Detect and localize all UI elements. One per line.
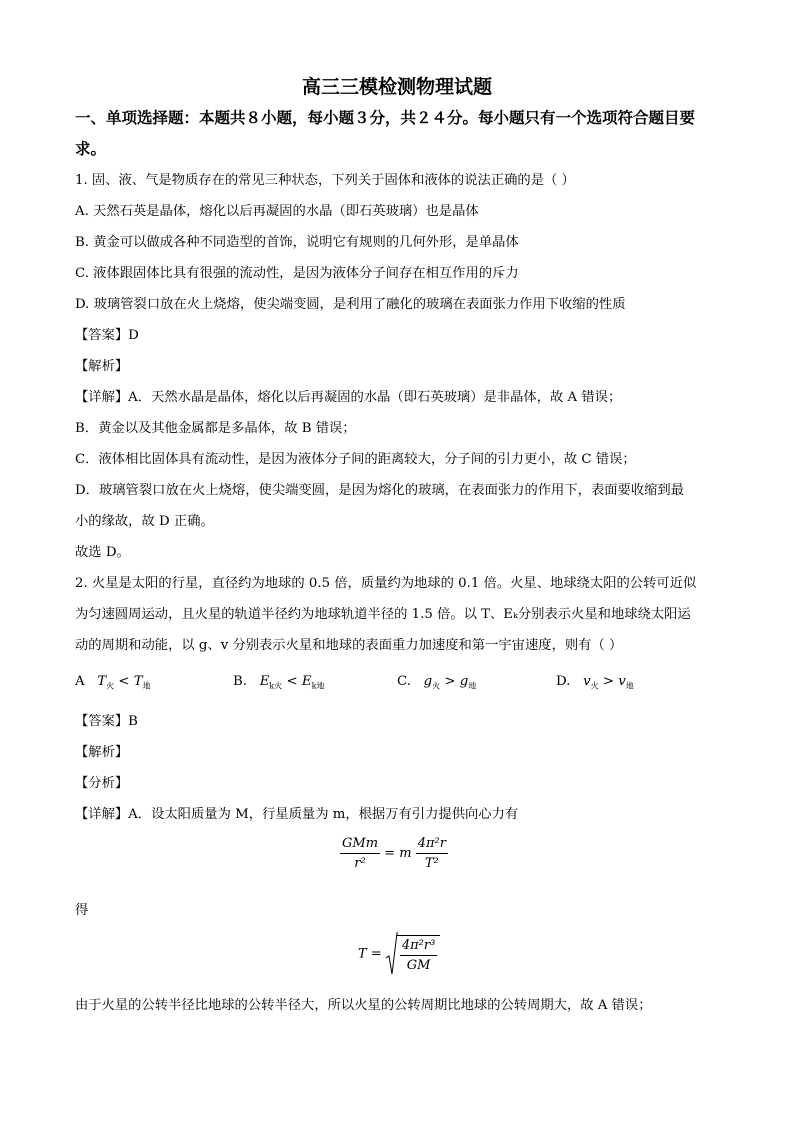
q1-detail-line: B．黄金以及其他金属都是多晶体，故 B 错误； [75, 421, 356, 436]
q1-option-c: C. 液体跟固体比具有很强的流动性，是因为液体分子间存在相互作用的斥力 [75, 266, 519, 281]
q2-option-d: D. $v_火 > v_地$ [556, 674, 634, 691]
q2-de: 得 [75, 903, 89, 918]
q2-conclusion: 由于火星的公转半径比地球的公转半径大，所以火星的公转周期比地球的公转周期大，故 A 错误； [75, 998, 652, 1013]
q1-detail-line: C．液体相比固体具有流动性，是因为液体分子间的距离较大，分子间的引力更小，故 C 错误； [75, 452, 636, 467]
q2-option-c: C. $g_火 > g_地$ [397, 674, 477, 691]
q2-detail-line: 【详解】A．设太阳质量为 M，行星质量为 m，根据万有引力提供向心力有 [75, 807, 519, 822]
formula-period: T = $\frac{\text{4π²r³}}{GM}$ [358, 932, 440, 976]
q2-answer: 【答案】B [75, 714, 138, 729]
formula-fraction: $\frac{\text{4π²r}}{\text{T²}}$ [417, 836, 446, 871]
q1-detail-line: D．玻璃管裂口放在火上烧熔，使尖端变圆，是因为熔化的玻璃，在表面张力的作用下，表面要收缩到最 [75, 483, 685, 498]
q1-stem: 1. 固、液、气是物质存在的常见三种状态，下列关于固体和液体的说法正确的是（ ） [75, 173, 575, 188]
page-title: 高三三模检测物理试题 [301, 76, 492, 98]
formula-fraction: $\frac{\text{GMm}}{\text{r²}}$ [342, 836, 379, 871]
section-heading-line2: 求。 [75, 140, 107, 158]
q2-option-b: B. $E_{k火} < E_{k地}$ [233, 674, 325, 691]
q2-fenxi-label: 【分析】 [75, 776, 129, 791]
formula-gravitation: $\frac{\text{GMm}}{\text{r²}}$ = m $\frac{\text{4π²r}}{\text{T²}}$ [342, 836, 446, 871]
q2-stem-line: 为匀速圆周运动，且火星的轨道半径约为地球轨道半径的 1.5 倍。以 T、Eₖ分别表示火星和地球绕太阳运 [75, 607, 691, 622]
q2-analysis-label: 【解析】 [75, 745, 129, 760]
q1-option-d: D. 玻璃管裂口放在火上烧熔，使尖端变圆，是利用了融化的玻璃在表面张力作用下收缩的性质 [75, 297, 626, 312]
q2-stem-line: 2. 火星是太阳的行星，直径约为地球的 0.5 倍，质量约为地球的 0.1 倍。火星、地球绕太阳的公转可近似 [75, 576, 697, 591]
q1-detail-line: 小的缘故，故 D 正确。 [75, 514, 214, 529]
formula-fraction: $\frac{\text{4π²r³}}{GM}$ [397, 935, 440, 973]
q1-option-b: B. 黄金可以做成各种不同造型的首饰，说明它有规则的几何外形，是单晶体 [75, 235, 519, 250]
q1-answer: 【答案】D [75, 328, 139, 343]
q1-detail-line: 故选 D。 [75, 545, 130, 560]
section-heading-line1: 一、单项选择题：本题共８小题，每小题３分，共２４分。每小题只有一个选项符合题目要 [75, 109, 696, 127]
q1-analysis-label: 【解析】 [75, 359, 129, 374]
q2-stem-line: 动的周期和动能，以 g、v 分别表示火星和地球的表面重力加速度和第一宇宙速度，则有（ ） [75, 638, 623, 653]
q2-option-a: A $T_火 < T_地$ [75, 674, 151, 691]
q1-detail-line: 【详解】A．天然水晶是晶体，熔化以后再凝固的水晶（即石英玻璃）是非晶体，故 A 错误； [75, 390, 622, 405]
q1-option-a: A. 天然石英是晶体，熔化以后再凝固的水晶（即石英玻璃）也是晶体 [75, 204, 479, 219]
